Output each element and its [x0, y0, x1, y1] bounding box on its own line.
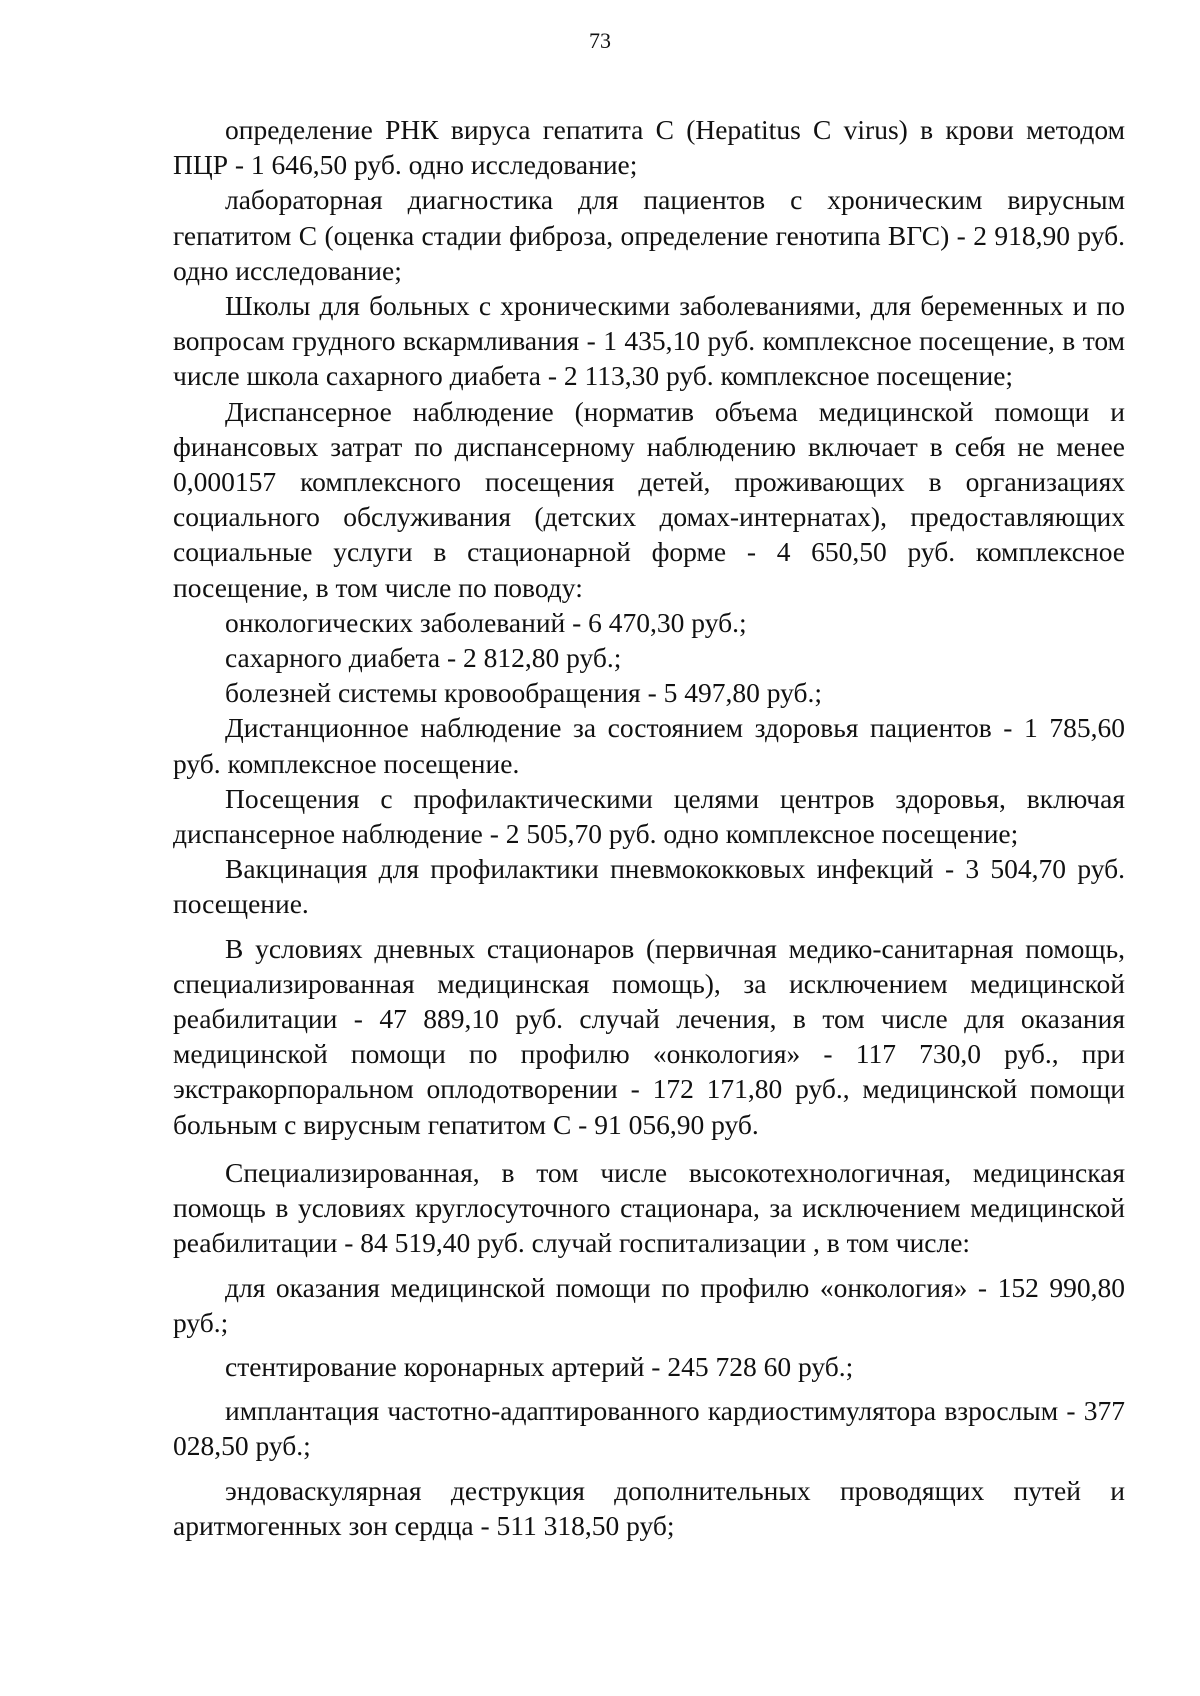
paragraph-endovascular-destruction: эндоваскулярная деструкция дополнительных проводящих путей и аритмогенных зон сердца - 511 318,50 руб; [173, 1474, 1125, 1541]
paragraph-remote-monitoring: Дистанционное наблюдение за состоянием здоровья пациентов - 1 785,60 руб. комплексное посещение. [173, 712, 1125, 779]
paragraph-health-center-visits: Посещения с профилактическими целями центров здоровья, включая диспансерное наблюдение - 2 505,70 руб. одно комплексное посещение; [173, 782, 1125, 850]
paragraph-diabetes: сахарного диабета - 2 812,80 руб.; [225, 642, 622, 674]
paragraph-hcv-rna-test: определение РНК вируса гепатита С (Hepatitus C virus) в крови методом ПЦР - 1 646,50 руб. одно исследование; [173, 114, 1125, 181]
paragraph-specialized-inpatient-care: Специализированная, в том числе высокотехнологичная, медицинская помощь в условиях круглосуточного стационара, за исключением медицинской реабилитации - 84 519,40 руб. случай госпитализации , в том числе: [173, 1156, 1125, 1259]
paragraph-circulatory-diseases: болезней системы кровообращения - 5 497,80 руб.; [225, 677, 823, 709]
paragraph-oncology-profile: для оказания медицинской помощи по профилю «онкология» - 152 990,80 руб.; [173, 1271, 1125, 1338]
page-number: 73 [589, 28, 611, 53]
paragraph-hepatitis-lab-diagnostics: лабораторная диагностика для пациентов с хроническим вирусным гепатитом С (оценка стадии фиброза, определение генотипа ВГС) - 2 918,90 руб. одно исследование; [173, 184, 1125, 286]
paragraph-pneumococcal-vaccination: Вакцинация для профилактики пневмококковых инфекций - 3 504,70 руб. посещение. [173, 853, 1125, 920]
paragraph-oncology-diseases: онкологических заболеваний - 6 470,30 руб.; [225, 606, 747, 638]
paragraph-schools-for-patients: Школы для больных с хроническими заболеваниями, для беременных и по вопросам грудного вскармливания - 1 435,10 руб. комплексное посещение, в том числе школа сахарного диабета - 2 113,30 руб. комплексное посещение; [173, 290, 1125, 392]
document-body [173, 112, 1125, 1543]
paragraph-dispensary-observation: Диспансерное наблюдение (норматив объема медицинской помощи и финансовых затрат по диспансерному наблюдению включает в себя не менее 0,000157 комплексного посещения детей, проживающих в организациях социального обслуживания (детских домах-интернатах), предоставляющих социальные услуги в стационарной форме - 4 650,50 руб. комплексное посещение, в том числе по поводу: [173, 395, 1125, 603]
paragraph-coronary-stenting: стентирование коронарных артерий - 245 728 60 руб.; [225, 1350, 854, 1382]
paragraph-day-hospitals: В условиях дневных стационаров (первичная медико-санитарная помощь, специализированная медицинская помощь), за исключением медицинской реабилитации - 47 889,10 руб. случай лечения, в том числе для оказания медицинской помощи по профилю «онкология» - 117 730,0 руб., при экстракорпоральном оплодотворении - 172 171,80 руб., медицинской помощи больным с вирусным гепатитом С - 91 056,90 руб. [173, 932, 1125, 1140]
paragraph-pacemaker-implantation: имплантация частотно-адаптированного кардиостимулятора взрослым - 377 028,50 руб.; [173, 1395, 1125, 1462]
